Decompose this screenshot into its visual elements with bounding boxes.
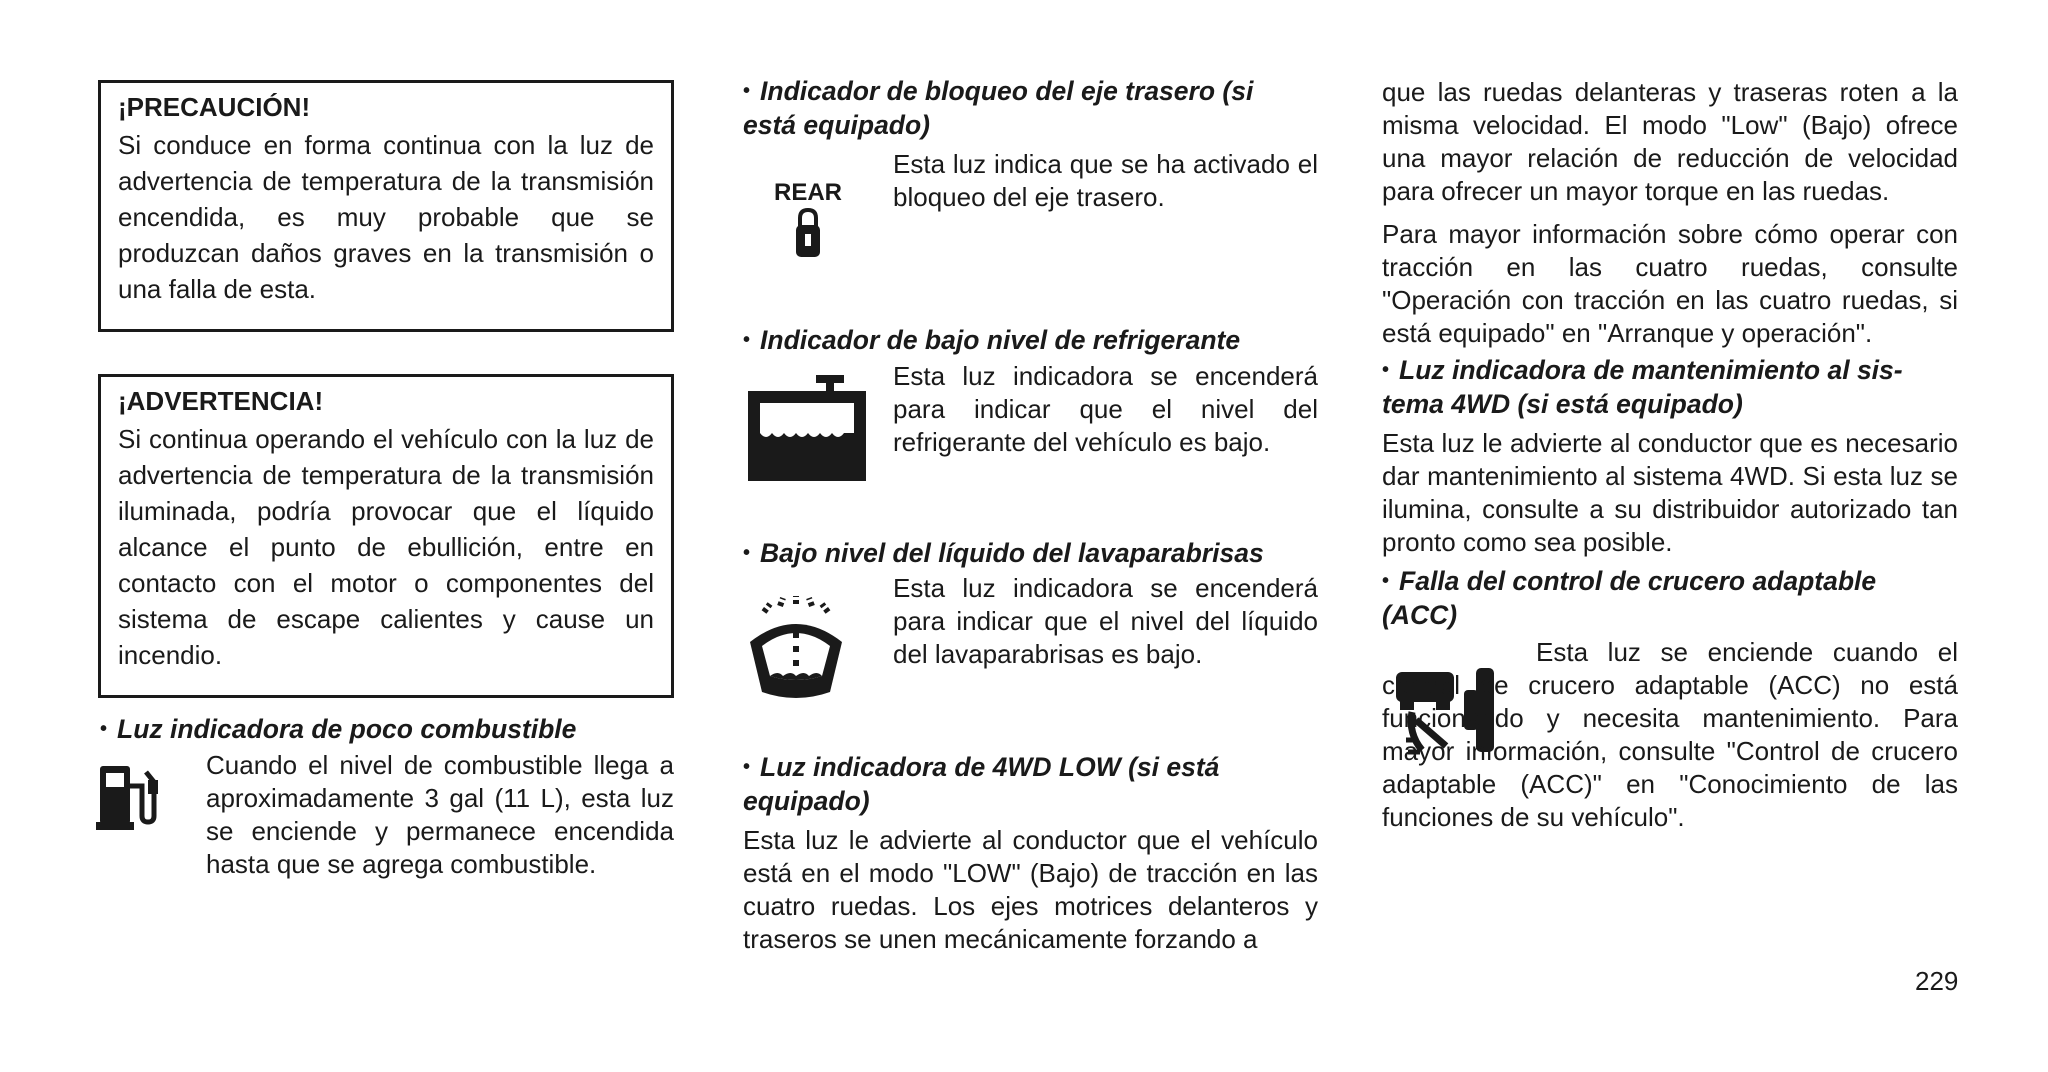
4wd-low-text: Esta luz le advierte al conductor que el vehículo está en el modo "LOW" (Bajo) de tracción en las cuatro ruedas. Los ejes motrices delanteros y traseros se unen mecánicamente forzando a <box>743 825 1318 954</box>
bullet: • <box>1382 570 1390 592</box>
bullet: • <box>743 756 751 778</box>
acc-fault-text: Esta luz se enciende cuando el control de crucero adaptable (ACC) no está funcionando y necesita mantenimiento. Para mayor información, consulte "Control de crucero adaptable (ACC)" en "Conocimiento de las funciones de su vehículo". <box>1382 637 1958 832</box>
warning-title: ¡ADVERTENCIA! <box>118 386 324 416</box>
4wd-maintenance-heading: • Luz indicadora de mantenimiento al sis- tema 4WD (si está equipado) <box>1382 355 1903 419</box>
rear-axle-lock-icon <box>770 178 846 268</box>
low-fuel-text: Cuando el nivel de combustible llega a aproximadamente 3 gal (11 L), esta luz se enciende y permanece encendida hasta que se agrega combustible. <box>206 750 674 879</box>
warning-text: Si continua operando el vehículo con la luz de advertencia de temperatura de la transmisión iluminada, podría provocar que el líquido alcance el punto de ebullición, entre en contacto con el motor o componentes del sistema de escape calientes y cause un incendio. <box>118 424 654 670</box>
coolant-level-icon <box>746 373 868 483</box>
4wd-low-continued-text: que las ruedas delanteras y traseras roten a la misma velocidad. El modo "Low" (Bajo) ofrece una mayor relación de reducción de velocidad para ofrecer un mayor torque en las ruedas. <box>1382 77 1958 206</box>
rear-lock-heading: • Indicador de bloqueo del eje trasero (si está equipado) <box>743 76 1254 140</box>
washer-fluid-icon <box>746 596 846 706</box>
washer-text: Esta luz indicadora se encenderá para indicar que el nivel del líquido del lavaparabrisas es bajo. <box>893 573 1318 669</box>
caution-title: ¡PRECAUCIÓN! <box>118 92 311 122</box>
bullet: • <box>743 80 751 102</box>
low-fuel-heading: • Luz indicadora de poco combustible <box>100 714 577 744</box>
washer-heading: • Bajo nivel del líquido del lavaparabrisas <box>743 538 1264 568</box>
coolant-heading: • Indicador de bajo nivel de refrigerante <box>743 325 1241 355</box>
bullet: • <box>743 542 751 564</box>
warning-box <box>98 374 674 698</box>
caution-text: Si conduce en forma continua con la luz de advertencia de temperatura de la transmisión encendida, es muy probable que se produzcan daños graves en la transmisión o una falla de esta. <box>118 130 654 304</box>
page-number: 229 <box>1915 966 1959 996</box>
4wd-info-text: Para mayor información sobre cómo operar con tracción en las cuatro ruedas, consulte "Operación con tracción en las cuatro ruedas, si está equipado" en "Arranque y operación". <box>1382 219 1958 348</box>
rear-icon-label: REAR <box>773 179 843 206</box>
bullet: • <box>1382 359 1390 381</box>
acc-fault-heading: • Falla del control de crucero adaptable (ACC) <box>1382 566 1877 630</box>
coolant-text: Esta luz indicadora se encenderá para indicar que el nivel del refrigerante del vehículo es bajo. <box>893 361 1318 457</box>
bullet: • <box>743 329 751 351</box>
caution-box <box>98 80 674 332</box>
bullet: • <box>100 718 108 740</box>
rear-lock-text: Esta luz indica que se ha activado el bloqueo del eje trasero. <box>893 149 1318 212</box>
4wd-low-heading: • Luz indicadora de 4WD LOW (si está equipado) <box>743 752 1220 816</box>
fuel-pump-icon <box>96 760 166 832</box>
4wd-maintenance-text: Esta luz le advierte al conductor que es necesario dar mantenimiento al sistema 4WD. Si esta luz se ilumina, consulte a su distribuidor autorizado tan pronto como sea posible. <box>1382 428 1958 557</box>
